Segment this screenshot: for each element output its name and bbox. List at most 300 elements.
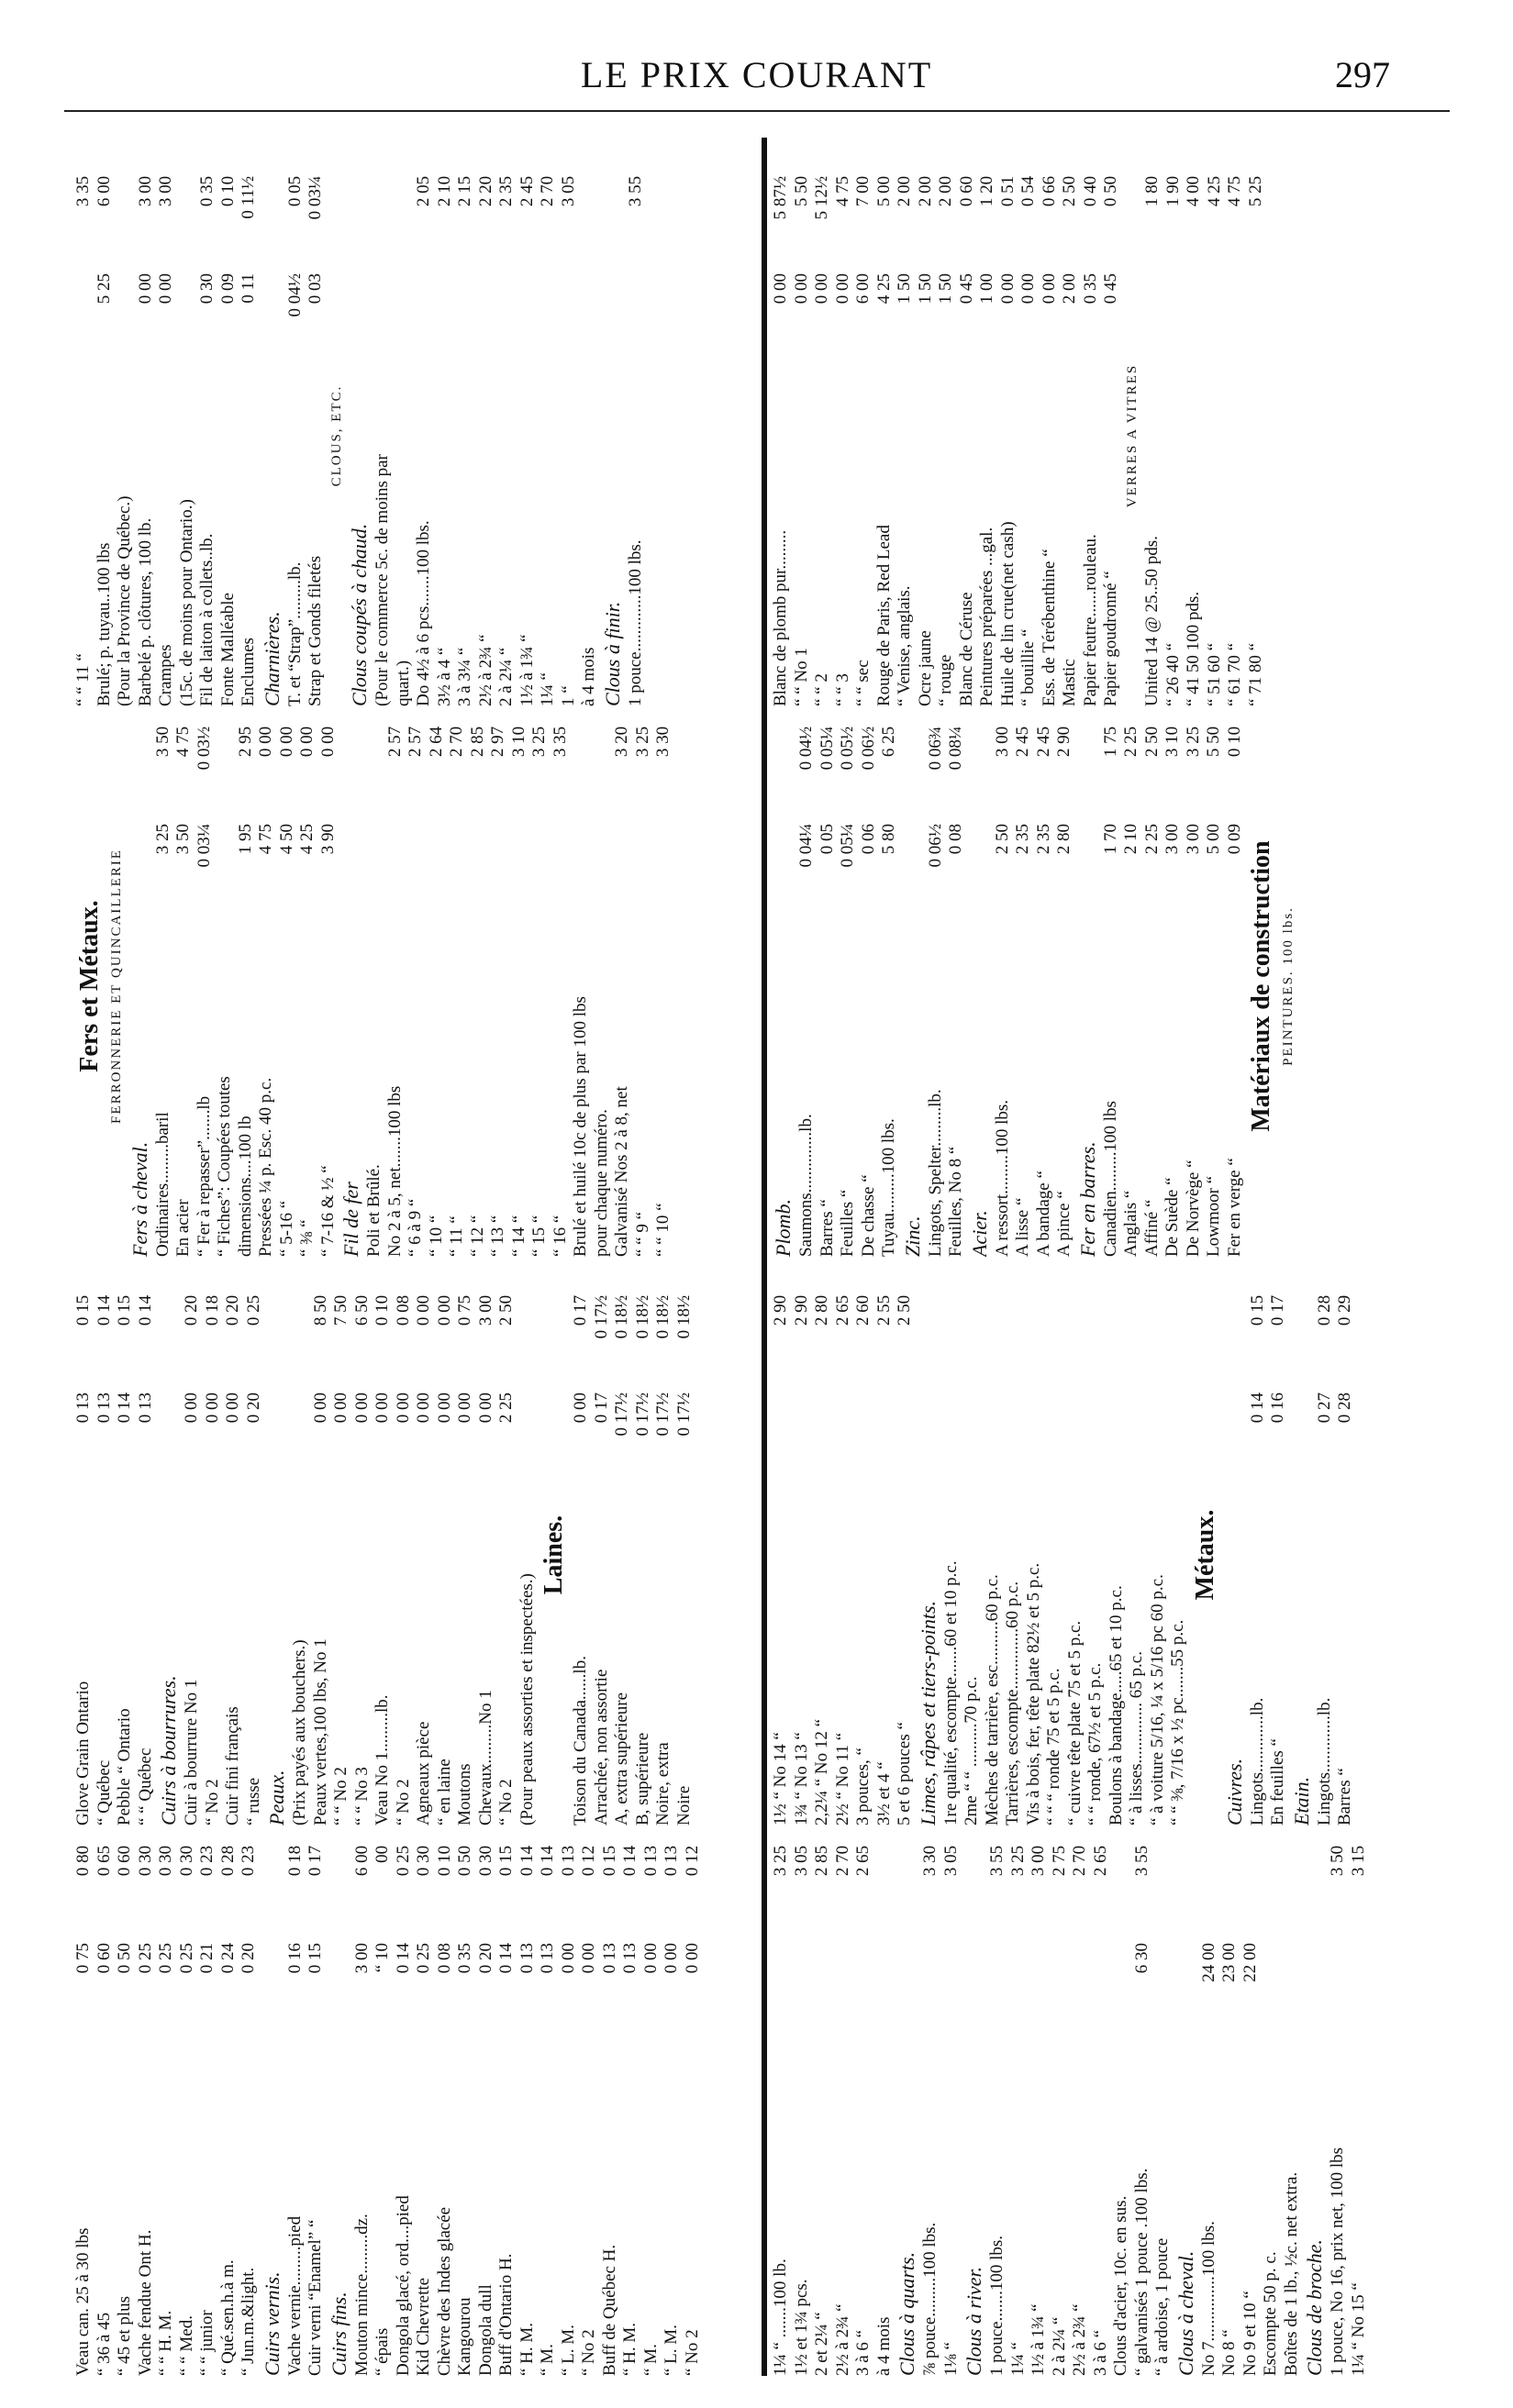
price-row <box>792 1835 813 2376</box>
item-label: “ à voiture 5/16, ¼ x 5/16 pc 60 p.c. <box>1147 1574 1167 1825</box>
subsection-heading: Clous à finir. <box>600 601 624 706</box>
price-max: 0 15 <box>73 1294 93 1326</box>
item-label: No 8 “ <box>1219 2329 1239 2376</box>
price-row <box>455 1835 476 2376</box>
price-row <box>476 1835 497 2376</box>
price-min: 1 50 <box>895 273 914 305</box>
price-max: 0 15 <box>115 1294 134 1326</box>
price-max: 5 00 <box>873 175 894 207</box>
price-row <box>962 1284 983 1825</box>
price-row <box>218 165 239 706</box>
price-min: 0 16 <box>1268 1393 1287 1424</box>
price-row <box>414 1284 435 1825</box>
item-label: “ “ sec <box>853 660 873 706</box>
subsection-heading: Peaux. <box>265 1770 288 1825</box>
price-column <box>771 1275 1450 2376</box>
item-label: A, extra supérieure <box>612 1692 631 1825</box>
price-row <box>1040 165 1061 706</box>
subsection-heading: Clous à cheval. <box>1174 2250 1197 2376</box>
item-label: Vis à bois, fer, tête plate 82½ et 5 p.c. <box>1023 1562 1043 1825</box>
price-max: 0 30 <box>176 1845 196 1877</box>
price-max: 5 25 <box>1245 175 1265 207</box>
price-min: 0 06 <box>858 824 878 855</box>
price-row <box>571 1284 592 1825</box>
price-max: 0 14 <box>94 1294 114 1326</box>
price-row <box>833 1835 854 2376</box>
price-min: 0 30 <box>197 273 217 305</box>
item-label: 1 “ <box>558 685 578 706</box>
price-max: 3 25 <box>632 726 652 758</box>
price-min: 0 13 <box>599 1943 619 1974</box>
item-label: En feuilles “ <box>1268 1738 1287 1825</box>
price-row <box>1070 1835 1091 2376</box>
price-min: 3 90 <box>317 824 338 855</box>
price-min: 0 04¼ <box>796 824 816 868</box>
item-label: “ Venise, anglais. <box>895 585 914 706</box>
price-min: 3 00 <box>1163 824 1182 855</box>
section-heading: Métaux. <box>1190 1509 1219 1601</box>
item-label: Barres “ <box>817 1199 837 1257</box>
price-min: 0 06½ <box>925 824 945 868</box>
item-label: 3½ et 4 “ <box>873 1761 894 1825</box>
price-row <box>853 1284 874 1825</box>
price-row <box>1085 1284 1107 1825</box>
price-min: 1 50 <box>936 273 955 305</box>
item-label: Blanc de Céruse <box>956 592 976 706</box>
price-min: 2 80 <box>1054 824 1074 855</box>
price-subcolumn <box>73 165 646 706</box>
price-max: 0 18½ <box>632 1294 652 1339</box>
price-min: 0 25 <box>156 1943 175 1974</box>
price-max: 0 15 <box>496 1845 516 1877</box>
price-min: 23 00 <box>1219 1943 1239 1982</box>
price-row <box>641 1835 662 2376</box>
price-row <box>406 716 427 1257</box>
price-row <box>306 165 327 706</box>
price-row <box>311 1284 332 1825</box>
price-row <box>916 165 937 706</box>
price-min: 0 25 <box>414 1943 433 1974</box>
price-row <box>385 716 406 1257</box>
item-label: Canadien.........100 lbs <box>1100 1101 1120 1257</box>
price-max: 0 00 <box>256 726 275 758</box>
item-label: Fonte Malléable <box>217 593 238 706</box>
item-label: “ 10 “ <box>426 1215 446 1257</box>
price-min: 0 17½ <box>632 1393 652 1437</box>
item-label: “ 61 70 “ <box>1225 642 1244 706</box>
price-min: 4 25 <box>297 824 317 855</box>
item-label: Vache vernie.........pied <box>284 2215 305 2376</box>
price-min: 0 27 <box>1314 1393 1334 1424</box>
price-row <box>592 1284 613 1825</box>
item-label: Ordinaires.........baril <box>152 1112 172 1257</box>
price-max: 4 00 <box>1184 175 1203 207</box>
item-label: “ “ No 1 <box>791 648 811 706</box>
price-column <box>73 156 752 1257</box>
price-max: 5 12½ <box>812 175 831 220</box>
price-min: 0 25 <box>176 1943 196 1974</box>
price-max: 3 25 <box>1007 1845 1028 1877</box>
price-min: 2 00 <box>1060 273 1079 305</box>
item-label: “ “ junior <box>197 2310 217 2376</box>
item-label: “ cuivre tête plate 75 et 5 p.c. <box>1064 1620 1085 1825</box>
section-heading: Matériaux de construction <box>1247 840 1275 1132</box>
price-row <box>236 716 257 1257</box>
item-label: Chèvre des Indes glacée <box>434 2206 454 2376</box>
price-min: 3 25 <box>152 824 172 855</box>
price-row <box>626 165 647 706</box>
item-label: Lingots, Spelter.........lb. <box>925 1089 945 1257</box>
price-row <box>818 716 839 1257</box>
price-row <box>895 165 916 706</box>
item-label: “ “ “ ronde 75 et 5 p.c. <box>1044 1668 1063 1825</box>
item-label: Veau No 1.........lb. <box>373 1694 392 1825</box>
price-max: 0 00 <box>317 726 338 758</box>
price-min: 0 00 <box>571 1393 590 1424</box>
item-label: “ H. M. <box>620 2322 640 2376</box>
price-max: 2 90 <box>771 1294 790 1326</box>
price-min: 0 03¼ <box>194 824 214 868</box>
page-number: 297 <box>1335 54 1390 95</box>
price-row <box>136 1835 157 2376</box>
price-min: 0 35 <box>455 1943 474 1974</box>
price-row <box>239 1835 260 2376</box>
price-max: 0 17½ <box>591 1294 611 1339</box>
price-min: 0 20 <box>239 1943 258 1974</box>
price-row <box>612 1284 633 1825</box>
item-label: 1½ “ No 14 “ <box>771 1732 790 1825</box>
price-min: 1 50 <box>915 273 935 305</box>
price-list-sheet <box>73 138 1450 2376</box>
price-min: 0 00 <box>156 273 175 305</box>
item-label: “ No 2 <box>202 1779 222 1825</box>
price-max: 0 30 <box>475 1845 495 1877</box>
price-max: 2 35 <box>496 175 516 207</box>
item-label: “ 6 à 9 “ <box>406 1198 425 1257</box>
price-min: 0 00 <box>202 1393 222 1424</box>
price-row <box>239 165 260 706</box>
item-label: 1½ à 1¾ “ <box>517 634 537 706</box>
price-row <box>1127 1284 1148 1825</box>
price-row <box>612 716 633 1257</box>
price-min: 0 03 <box>306 273 325 305</box>
price-max: 3 25 <box>529 726 549 758</box>
price-min: 1 00 <box>977 273 996 305</box>
price-row <box>1081 165 1102 706</box>
price-min: 1 70 <box>1100 824 1120 855</box>
item-label: “ 15 “ <box>529 1215 549 1257</box>
item-label: A pince “ <box>1054 1191 1074 1257</box>
price-max: 3 15 <box>1348 1845 1368 1877</box>
price-min: 0 04½ <box>284 273 305 317</box>
item-label: (Pour la Province de Québec.) <box>115 495 134 706</box>
price-max: 2 85 <box>467 726 487 758</box>
price-row <box>115 1284 136 1825</box>
item-label: Boulons à bandage.....65 et 10 p.c. <box>1106 1585 1126 1825</box>
item-label: “ 11 “ <box>447 1215 466 1257</box>
price-min: 0 00 <box>832 273 852 305</box>
price-row <box>297 716 318 1257</box>
price-max: 4 75 <box>832 175 852 207</box>
item-label: 1 pouce.............100 lbs. <box>625 539 645 706</box>
price-row <box>1101 716 1122 1257</box>
price-row <box>435 1835 456 2376</box>
price-row <box>468 716 489 1257</box>
item-label: “ 12 “ <box>467 1215 487 1257</box>
price-row <box>476 165 497 706</box>
item-label: 1¼ “ No 15 “ <box>1348 2282 1368 2376</box>
price-max: 2 75 <box>1049 1845 1069 1877</box>
price-row <box>496 1835 517 2376</box>
price-min: 1 95 <box>235 824 255 855</box>
item-label: Arrachée, non assortie <box>591 1669 611 1825</box>
price-min: 0 00 <box>223 1393 242 1424</box>
price-row <box>1248 1284 1269 1825</box>
price-max: 3 55 <box>987 1845 1007 1877</box>
price-row <box>352 1835 373 2376</box>
price-min: 0 00 <box>373 1393 392 1424</box>
item-label: “ Fer à repasser”.......lb <box>194 1095 214 1257</box>
price-row <box>427 716 448 1257</box>
price-subcolumn <box>73 1835 703 2376</box>
price-row <box>177 1835 198 2376</box>
subsection-heading: Zinc. <box>900 1215 924 1257</box>
item-label: Brulé; p. tuyau..100 lbs <box>94 542 114 706</box>
subsection-heading: Charnières. <box>260 611 284 706</box>
item-label: No 9 et 10 “ <box>1240 2291 1260 2376</box>
price-min: 0 17½ <box>673 1393 694 1437</box>
price-min: 4 25 <box>873 273 894 305</box>
price-row <box>1142 165 1163 706</box>
price-max: 0 25 <box>393 1845 413 1877</box>
price-max: 0 05 <box>284 175 305 207</box>
price-row <box>1091 1835 1112 2376</box>
price-row <box>136 165 157 706</box>
price-row <box>662 1835 683 2376</box>
price-row <box>579 1835 600 2376</box>
price-row <box>277 716 298 1257</box>
price-max: 2 90 <box>1054 726 1074 758</box>
price-max: 2 64 <box>426 726 446 758</box>
price-max: 2 57 <box>406 726 425 758</box>
item-label: “ russe <box>243 1777 263 1825</box>
price-min: 0 00 <box>331 1393 350 1424</box>
item-label: “ Québec <box>94 1759 114 1825</box>
subsection-heading: Fer en barres. <box>1075 1141 1099 1257</box>
price-row <box>373 165 394 706</box>
price-row <box>1152 1835 1174 2376</box>
price-max: 0 00 <box>414 1294 433 1326</box>
item-label: 2me “ “ ..........70 p.c. <box>962 1676 981 1825</box>
item-label: “ ⅜ “ <box>297 1219 317 1257</box>
item-label: 2½ à 2¾ “ <box>475 634 495 706</box>
price-max: 2 70 <box>538 175 557 207</box>
price-row <box>1008 1835 1029 2376</box>
item-label: pour chaque numéro. <box>591 1109 611 1257</box>
item-label: dimensions....100 lb <box>235 1115 255 1257</box>
price-max: 2 50 <box>1060 175 1079 207</box>
price-max: 2 10 <box>434 175 454 207</box>
category-label: FERRONNERIE ET QUINCAILLERIE <box>109 849 124 1124</box>
item-label: (Pour peaux assorties et inspectées.) <box>517 1573 537 1825</box>
price-max: 2 80 <box>812 1294 831 1326</box>
price-max: 0 14 <box>538 1845 557 1877</box>
price-row <box>853 165 874 706</box>
price-max: 2 85 <box>812 1845 831 1877</box>
price-min: 5 00 <box>1204 824 1223 855</box>
item-label: “ No 2 <box>393 1779 413 1825</box>
item-label: “ No 2 <box>682 2329 702 2376</box>
item-label: “ en laine <box>434 1759 454 1825</box>
price-max: 6 00 <box>94 175 114 207</box>
price-min: 0 00 <box>455 1393 474 1424</box>
price-max: 6 50 <box>351 1294 372 1326</box>
price-min: 0 00 <box>771 273 790 305</box>
price-row <box>1315 1284 1336 1825</box>
item-label: Clous d'acier, 10c. en sus. <box>1111 2195 1130 2376</box>
item-label: “ Jun.m.&light. <box>239 2267 258 2376</box>
item-label: “ 16 “ <box>550 1215 570 1257</box>
price-min: 0 13 <box>135 1393 155 1424</box>
price-min: 0 05¼ <box>838 824 857 868</box>
price-max: 3 00 <box>135 175 155 207</box>
item-label: “ 7-16 & ½ “ <box>317 1165 338 1257</box>
price-min: 0 00 <box>682 1943 702 1974</box>
price-row <box>373 1284 394 1825</box>
price-min: 3 00 <box>351 1943 372 1974</box>
price-max: 0 51 <box>997 175 1018 207</box>
price-max: 2 00 <box>915 175 935 207</box>
price-row <box>488 716 509 1257</box>
price-max: 0 03¼ <box>306 175 325 220</box>
price-row <box>496 165 517 706</box>
price-max: 6 25 <box>879 726 898 758</box>
item-label: De Norvège “ <box>1183 1160 1203 1257</box>
price-max: 2 45 <box>517 175 537 207</box>
price-min: 0 13 <box>538 1943 557 1974</box>
price-row <box>517 1284 539 1825</box>
item-label: Do 4½ à 6 pcs.......100 lbs. <box>414 520 433 706</box>
price-max: 3 50 <box>152 726 172 758</box>
price-max: 0 05¼ <box>817 726 837 771</box>
item-label: 3 à 3¼ “ <box>455 647 474 706</box>
price-row <box>517 1835 539 2376</box>
price-max: 0 25 <box>243 1294 263 1326</box>
price-max: 0 28 <box>217 1845 238 1877</box>
item-label: 2,2¼ “ No 12 “ <box>812 1718 831 1825</box>
item-label: Ocre jaune <box>915 630 935 706</box>
price-row <box>476 1284 497 1825</box>
price-max: 0 20 <box>223 1294 242 1326</box>
item-label: Dongola glacé, ord....pied <box>393 2195 413 2376</box>
price-min: 3 50 <box>173 824 193 855</box>
item-label: Tuyau.........100 lbs. <box>879 1118 898 1257</box>
price-max: 0 50 <box>455 1845 474 1877</box>
item-label: 3 pouces, “ <box>853 1748 873 1825</box>
price-max: 0 00 <box>276 726 296 758</box>
price-max: 3 20 <box>612 726 631 758</box>
item-label: Vache fendue Ont H. <box>135 2229 155 2376</box>
price-max: 2 65 <box>1090 1845 1110 1877</box>
price-max: 0 10 <box>217 175 238 207</box>
price-min: 0 20 <box>475 1943 495 1974</box>
subsection-heading: Cuivres. <box>1222 1758 1246 1825</box>
price-row <box>874 1835 896 2376</box>
price-row <box>833 1284 854 1825</box>
subsection-heading: Fers à cheval. <box>128 1141 151 1257</box>
price-row <box>1268 1284 1289 1825</box>
item-label: Feuilles, No 8 “ <box>946 1146 965 1257</box>
price-row <box>509 716 530 1257</box>
subsection-heading: Cuirs fins. <box>327 2291 350 2376</box>
price-row <box>1029 1835 1050 2376</box>
item-label: Cuir fini français <box>223 1706 242 1825</box>
price-max: 0 18 <box>284 1845 305 1877</box>
item-label: Feuilles “ <box>838 1189 857 1257</box>
item-label: “ épais <box>373 2327 392 2376</box>
price-row <box>256 716 277 1257</box>
price-min: 0 45 <box>956 273 976 305</box>
price-max: 2 55 <box>873 1294 894 1326</box>
price-min: 2 35 <box>1033 824 1053 855</box>
item-label: Brulé et huilé 10c de plus par 100 lbs <box>571 996 590 1257</box>
price-min: 0 09 <box>217 273 238 305</box>
item-label: 2½ “ No 11 “ <box>832 1732 852 1825</box>
price-min: 2 10 <box>1121 824 1140 855</box>
item-label: Buff de Québec H. <box>599 2244 619 2376</box>
price-row <box>853 1835 874 2376</box>
price-min: 0 14 <box>496 1943 516 1974</box>
price-max: 0 12 <box>579 1845 598 1877</box>
price-min: 0 00 <box>558 1943 578 1974</box>
price-min: 0 00 <box>310 1393 330 1424</box>
section-heading: Fers et Métaux. <box>75 900 104 1072</box>
price-max: 4 75 <box>1225 175 1244 207</box>
price-max: 0 18½ <box>612 1294 631 1339</box>
price-row <box>1050 1835 1071 2376</box>
item-label: “ 51 60 “ <box>1204 642 1224 706</box>
price-max: 0 00 <box>434 1294 454 1326</box>
price-row <box>1163 716 1184 1257</box>
price-subcolumn <box>771 1284 1356 1825</box>
price-min: 0 17½ <box>653 1393 673 1437</box>
price-max: 0 14 <box>135 1294 155 1326</box>
price-max: 3 00 <box>156 175 175 207</box>
price-min: 2 50 <box>992 824 1012 855</box>
price-max: 3 25 <box>1183 726 1203 758</box>
price-row <box>1060 165 1081 706</box>
price-max: 1 75 <box>1100 726 1120 758</box>
section-heading: Laines. <box>540 1515 568 1595</box>
price-max: 7 00 <box>853 175 873 207</box>
category-label: VERRES A VITRES <box>1124 363 1140 508</box>
item-label: 2 et 2¼ “ <box>812 2312 831 2376</box>
price-max: 0 05½ <box>838 726 857 771</box>
price-row <box>435 1284 456 1825</box>
price-row <box>983 1284 1004 1825</box>
price-row <box>73 165 95 706</box>
price-max: 2 95 <box>235 726 255 758</box>
price-row <box>153 716 174 1257</box>
price-row <box>838 716 859 1257</box>
item-label: 3½ à 4 “ <box>434 647 454 706</box>
price-row <box>447 716 468 1257</box>
price-max: 0 18½ <box>673 1294 694 1339</box>
price-min: 0 00 <box>640 1943 661 1974</box>
price-row <box>203 1284 224 1825</box>
item-label: Fil de laiton à collets..lb. <box>197 533 217 706</box>
price-max: 0 06¾ <box>925 726 945 771</box>
